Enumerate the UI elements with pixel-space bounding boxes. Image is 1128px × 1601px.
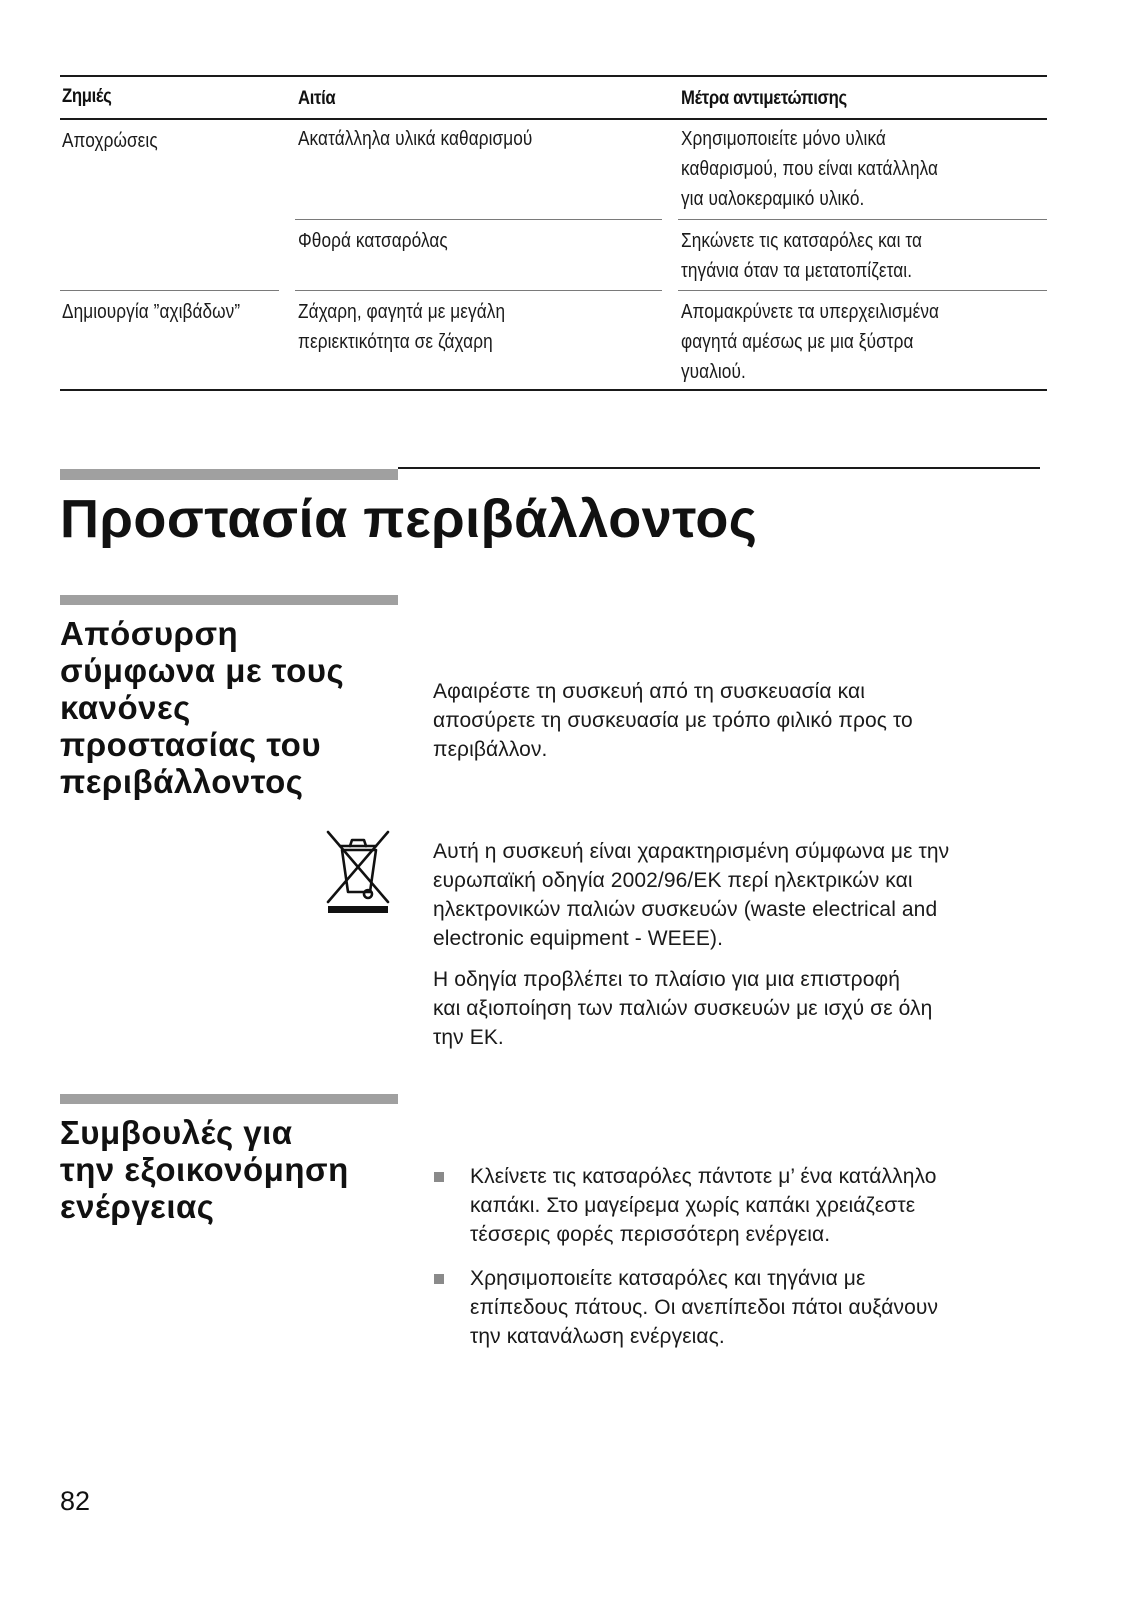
energy-heading: Συμβουλές για την εξοικονόμηση ενέργειας bbox=[60, 1114, 349, 1225]
row2-remedy: Σηκώνετε τις κατσαρόλες και τα τηγάνια όταν τα μετατοπίζεται. bbox=[681, 230, 923, 282]
row-divider bbox=[295, 219, 662, 220]
disposal-heading: Απόσυρση σύμφωνα με τους κανόνες προστασίας του περιβάλλοντος bbox=[60, 615, 345, 800]
header-cause: Αιτία bbox=[298, 88, 336, 109]
table-bottom-rule bbox=[60, 389, 1047, 391]
table-top-rule bbox=[60, 75, 1047, 77]
row-divider bbox=[295, 290, 662, 291]
table-header-rule bbox=[60, 118, 1047, 120]
disposal-paragraph-1: Αφαιρέστε τη συσκευή από τη συσκευασία και αποσύρετε τη συσκευασία με τρόπο φιλικό προς το περιβάλλον. bbox=[433, 680, 913, 761]
bullet-marker bbox=[434, 1274, 444, 1284]
page-title: Προστασία περιβάλλοντος bbox=[60, 489, 758, 549]
row1-cause: Ακατάλληλα υλικά καθαρισμού bbox=[298, 128, 533, 150]
row-divider bbox=[678, 219, 1047, 220]
row1-damage: Αποχρώσεις bbox=[62, 130, 158, 152]
row2-cause: Φθορά κατσαρόλας bbox=[298, 230, 448, 252]
energy-tip-1: Κλείνετε τις κατσαρόλες πάντοτε μ’ ένα κατάλληλο καπάκι. Στο μαγείρεμα χωρίς καπάκι χρειάζεστε τέσσερις φορές περισσότερη ενέργεια. bbox=[470, 1165, 937, 1246]
header-damage: Ζημιές bbox=[62, 86, 112, 107]
crossed-out-wheelie-bin-icon bbox=[322, 828, 394, 914]
bullet-marker bbox=[434, 1172, 444, 1182]
row3-cause: Ζάχαρη, φαγητά με μεγάλη περιεκτικότητα σε ζάχαρη bbox=[298, 301, 506, 353]
title-rule bbox=[398, 467, 1040, 469]
row3-damage: Δημιουργία ”αχιβάδων” bbox=[62, 301, 241, 323]
row3-remedy: Απομακρύνετε τα υπερχειλισμένα φαγητά αμέσως με μια ξύστρα γυαλιού. bbox=[681, 301, 940, 383]
page-number: 82 bbox=[60, 1486, 91, 1516]
subsection-accent-bar bbox=[60, 595, 398, 605]
header-remedy: Μέτρα αντιμετώπισης bbox=[681, 88, 847, 109]
subsection-accent-bar bbox=[60, 1094, 398, 1104]
row-divider bbox=[678, 290, 1047, 291]
row1-remedy: Χρησιμοποιείτε μόνο υλικά καθαρισμού, που είναι κατάλληλα για υαλοκεραμικό υλικό. bbox=[681, 128, 939, 210]
disposal-paragraph-2: Αυτή η συσκευή είναι χαρακτηρισμένη σύμφωνα με την ευρωπαϊκή οδηγία 2002/96/ΕΚ περί ηλεκτρικών και ηλεκτρονικών παλιών συσκευών (waste electrical and electronic equipment - WEEE). bbox=[433, 840, 950, 950]
disposal-paragraph-3: Η οδηγία προβλέπει το πλαίσιο για μια επιστροφή και αξιοποίηση των παλιών συσκευών με ισχύ σε όλη την ΕΚ. bbox=[433, 968, 933, 1049]
row-divider bbox=[60, 290, 279, 291]
energy-tip-2: Χρησιμοποιείτε κατσαρόλες και τηγάνια με επίπεδους πάτους. Οι ανεπίπεδοι πάτοι αυξάνουν την κατανάλωση ενέργειας. bbox=[470, 1267, 939, 1348]
title-accent-bar bbox=[60, 469, 398, 480]
